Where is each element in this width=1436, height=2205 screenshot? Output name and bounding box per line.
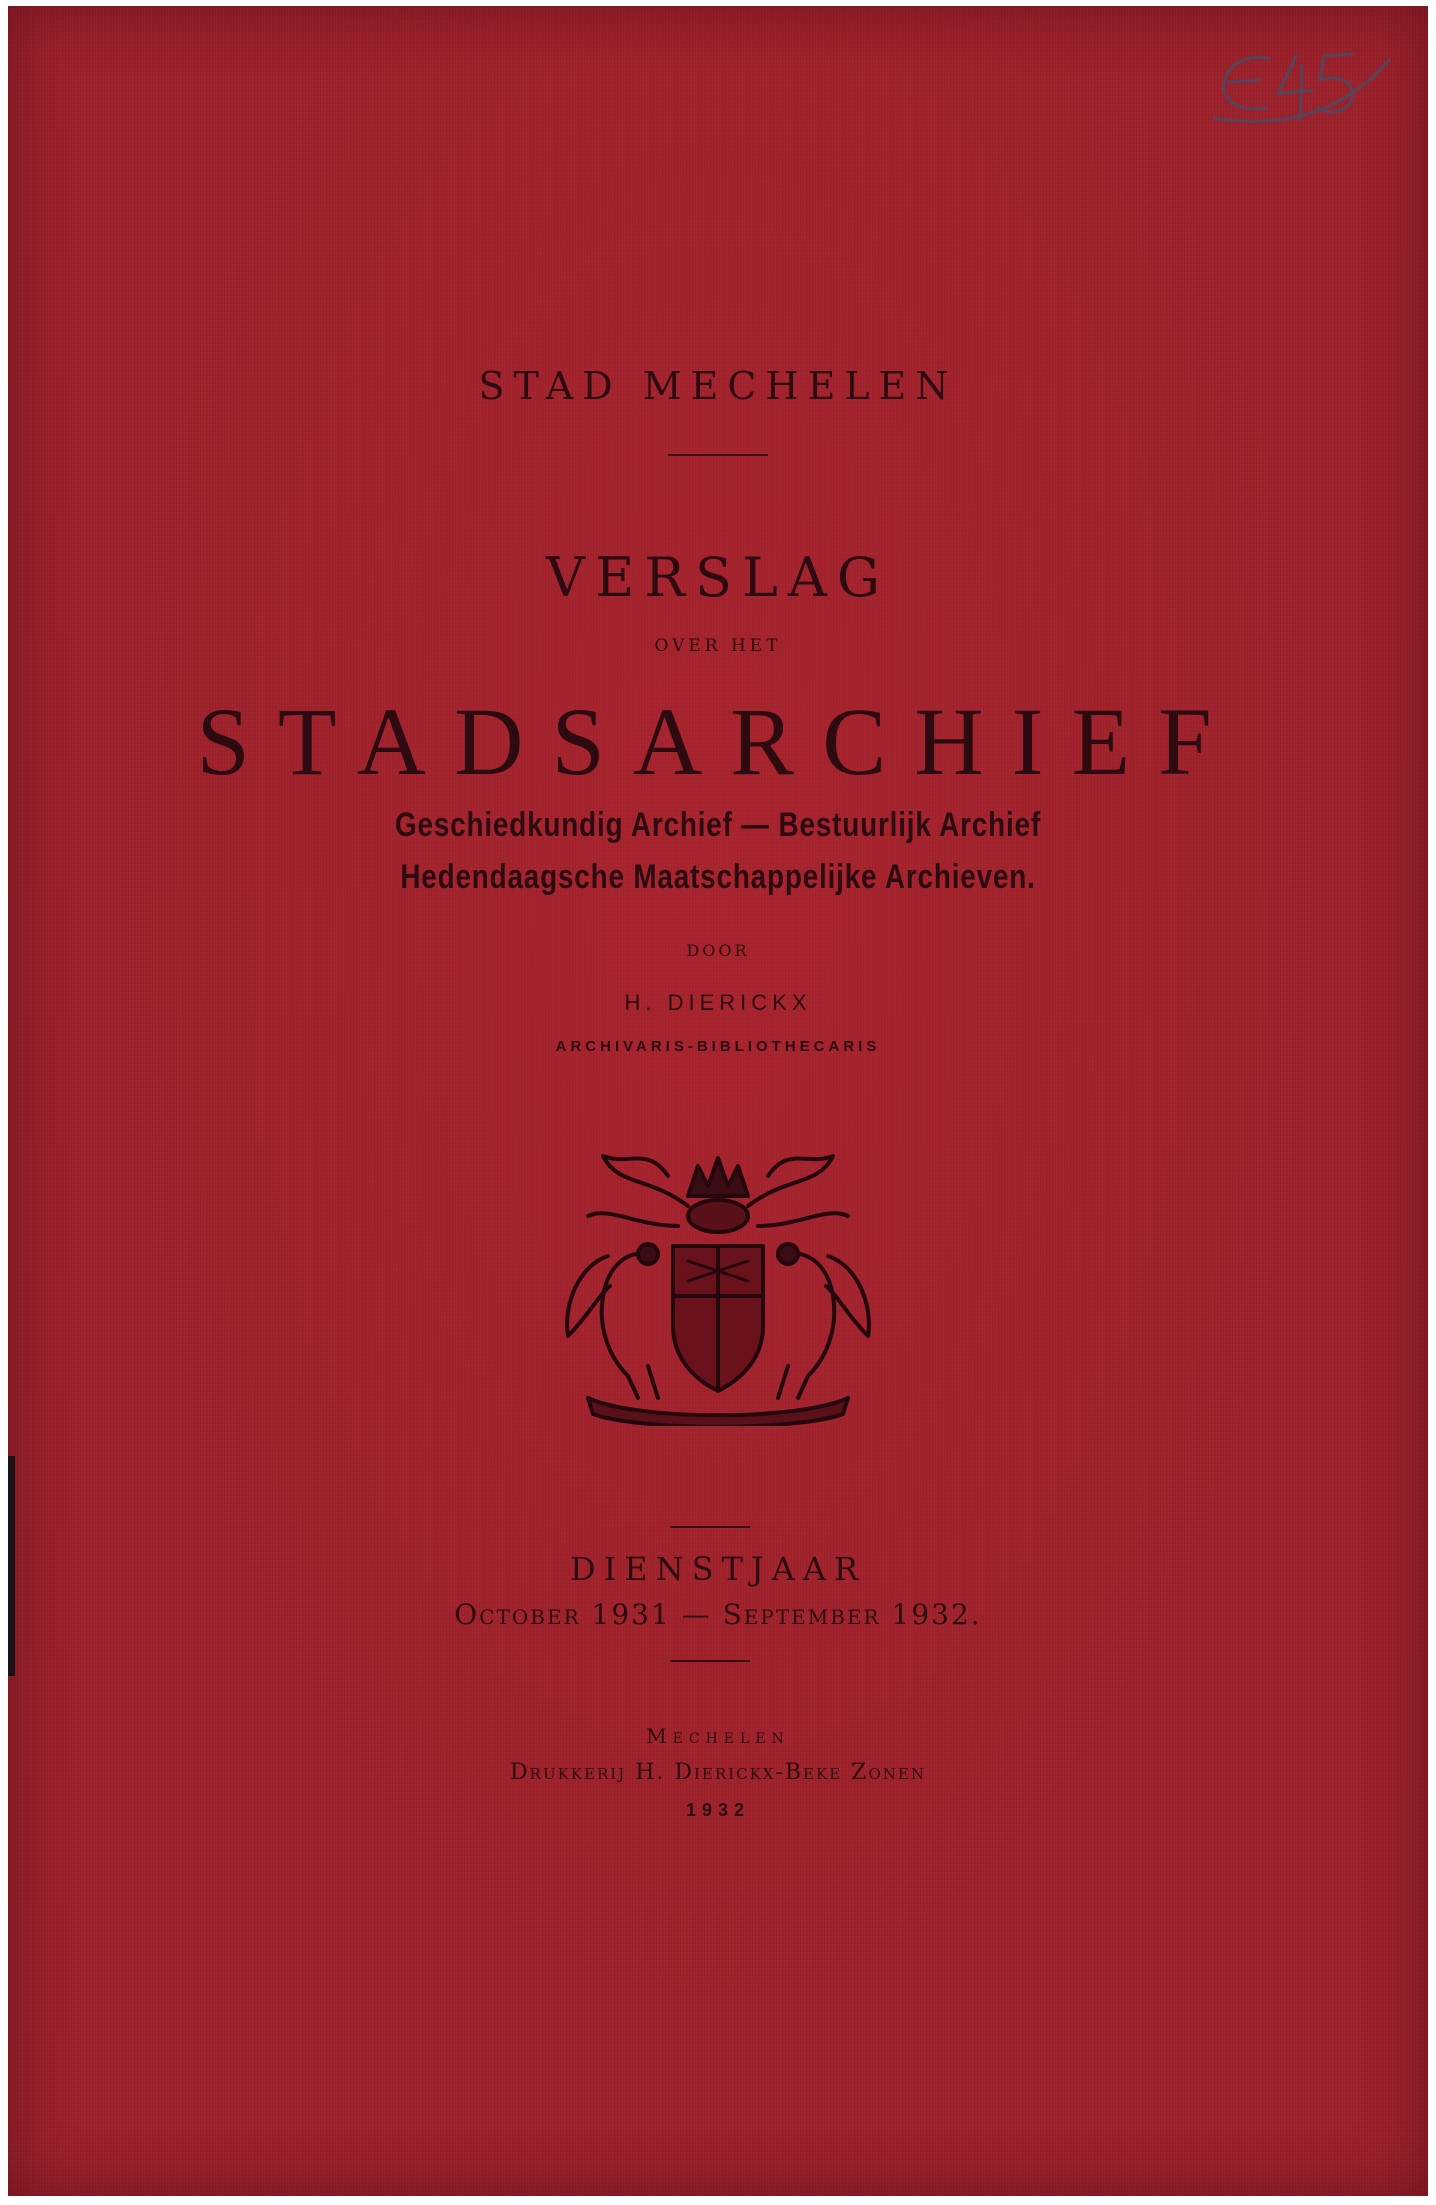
divider-rule-middle [670, 1526, 750, 1528]
subtitle-line-1: Geschiedkundig Archief — Bestuurlijk Archief [395, 806, 1041, 844]
imprint-city: Mechelen [646, 1724, 790, 1748]
by-label: DOOR [686, 941, 750, 960]
divider-rule-bottom [670, 1660, 750, 1662]
divider-rule-top [668, 454, 768, 456]
author-role: ARCHIVARIS-BIBLIOTHECARIS [555, 1038, 881, 1055]
handwritten-mark-icon [1174, 36, 1404, 146]
subtitle-line-2: Hedendaagsche Maatschappelijke Archieven. [400, 858, 1036, 896]
service-period: October 1931 — September 1932. [454, 1598, 982, 1631]
page-title: STADSARCHIEF [196, 688, 1240, 795]
title-connector: OVER HET [654, 636, 782, 656]
imprint-printer: Drukkerij H. Dierickx-Beke Zonen [510, 1760, 926, 1785]
title-verslag: VERSLAG [545, 546, 891, 609]
author-name: H. DIERICKX [624, 990, 812, 1015]
imprint-year: 1932 [685, 1800, 751, 1820]
service-year-label: DIENSTJAAR [569, 1550, 867, 1588]
city-heading: STAD MECHELEN [478, 364, 958, 408]
book-cover [8, 6, 1428, 2196]
coat-of-arms-icon [548, 1136, 888, 1426]
